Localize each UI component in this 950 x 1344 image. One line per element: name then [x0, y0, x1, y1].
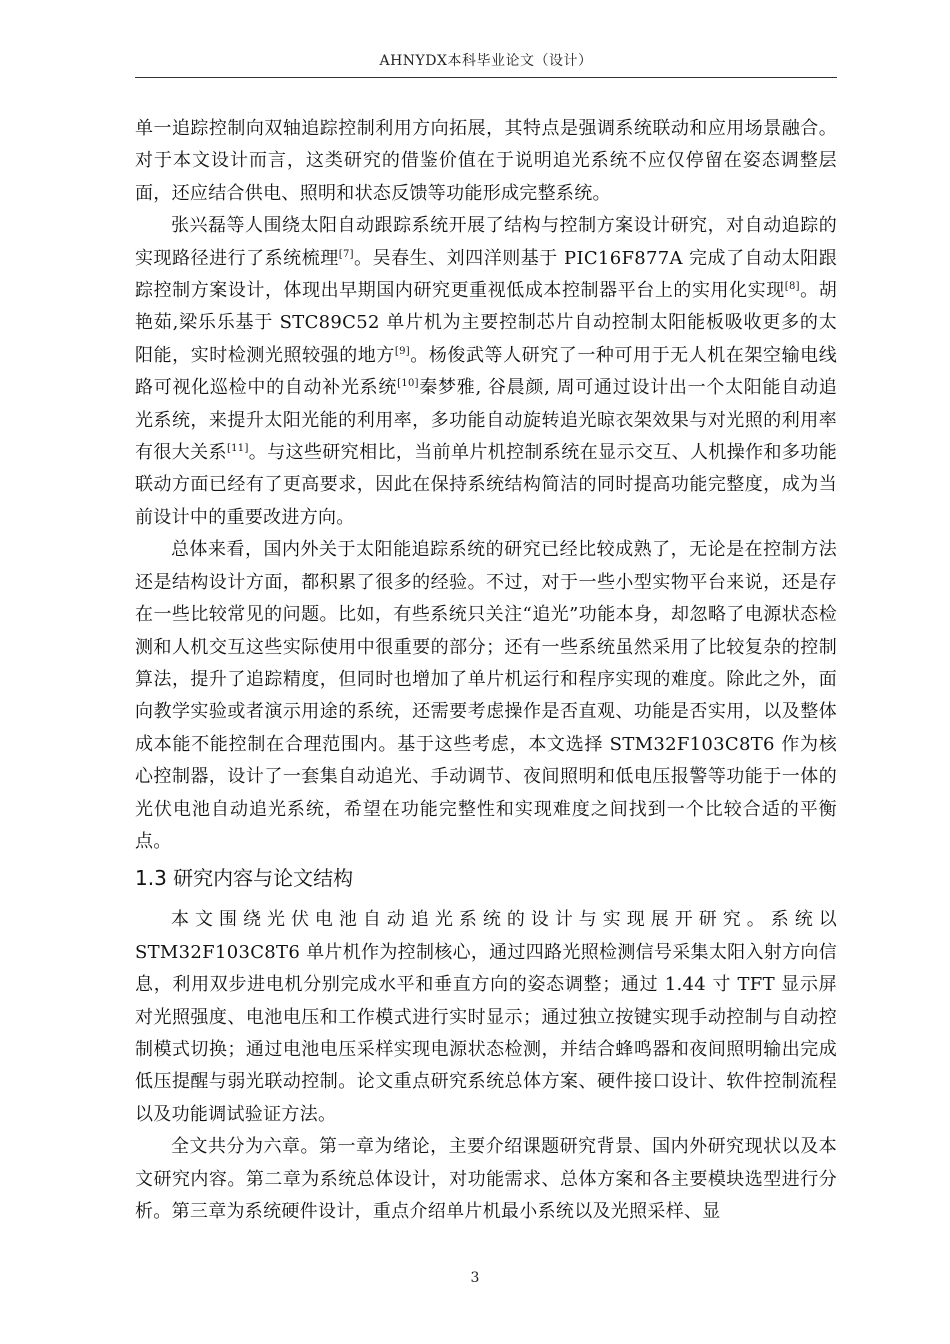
text-segment: 。杨俊武等人研究了一种可用于无人机在架空输电线路可视化巡检中的自动补光系统: [135, 344, 837, 399]
paragraph-summary: 总体来看，国内外关于太阳能追踪系统的研究已经比较成熟了，无论是在控制方法还是结构设计方面，都积累了很多的经验。不过，对于一些小型实物平台来说，还是存在一些比较常见的问题。比如，有些系统只关注“追光”功能本身，却忽略了电源状态检测和人机交互这些实际使用中很重要的部分；还有一些系统虽然采用了比较复杂的控制算法，提升了追踪精度，但同时也增加了单片机运行和程序实现的难度。除此之外，面向教学实验或者演示用途的系统，还需要考虑操作是否直观、功能是否实用，以及整体成本能不能控制在合理范围内。基于这些考虑，本文选择 STM32F103C8T6 作为核心控制器，设计了一套集自动追光、手动调节、夜间照明和低电压报警等功能于一体的光伏电池自动追光系统，希望在功能完整性和实现难度之间找到一个比较合适的平衡点。: [135, 539, 837, 852]
header-rule: [135, 77, 837, 78]
running-header: AHNYDX本科毕业论文（设计）: [379, 53, 593, 69]
page-number: 3: [470, 1270, 480, 1286]
section-heading: 1.3 研究内容与论文结构: [135, 866, 354, 891]
paragraph-thesis-structure: 全文共分为六章。第一章为绪论，主要介绍课题研究背景、国内外研究现状以及本文研究内容。第二章为系统总体设计，对功能需求、总体方案和各主要模块选型进行分析。第三章为系统硬件设计，重点介绍单片机最小系统以及光照采样、显: [135, 1136, 837, 1222]
text-segment: 秦梦雅, 谷晨颜, 周可通过设计出一个太阳能自动追光系统，来提升太阳光能的利用率，多功能自动旋转追光晾衣架效果与对光照的利用率有很大关系: [135, 377, 838, 464]
citation-ref: [8]: [784, 281, 800, 293]
citation-ref: [11]: [226, 443, 249, 455]
paragraph-research-content: 本文围绕光伏电池自动追光系统的设计与实现展开研究。系统以 STM32F103C8T6 单片机作为控制核心，通过四路光照检测信号采集太阳入射方向信息，利用双步进电机分别完成水平和垂直方向的姿态调整；通过 1.44 寸 TFT 显示屏对光照强度、电池电压和工作模式进行实时显示；通过独立按键实现手动控制与自动控制模式切换；通过电池电压采样实现电源状态检测，并结合蜂鸣器和夜间照明输出完成低压提醒与弱光联动控制。论文重点研究系统总体方案、硬件接口设计、软件控制流程以及功能调试验证方法。: [135, 909, 837, 1125]
citation-ref: [9]: [394, 345, 410, 357]
text-segment: 。吴春生、刘四洋则基于 PIC16F877A 完成了自动太阳跟踪控制方案设计，体现出早期国内研究更重视低成本控制器平台上的实用化实现: [135, 247, 837, 302]
page-body: [135, 113, 837, 1228]
paragraph-domestic-research: [135, 210, 837, 534]
citation-ref: [7]: [338, 248, 354, 260]
text-segment: 。胡艳茹,梁乐乐基于 STC89C52 单片机为主要控制芯片自动控制太阳能板吸收更多的太阳能，实时检测光照较强的地方: [135, 280, 837, 366]
citation-ref: [10]: [397, 378, 419, 390]
text-segment: 。与这些研究相比，当前单片机控制系统在显示交互、人机操作和多功能联动方面已经有了更高要求，因此在保持系统结构简洁的同时提高功能完整度，成为当前设计中的重要改进方向。: [135, 442, 837, 528]
paragraph-continued: 单一追踪控制向双轴追踪控制利用方向拓展，其特点是强调系统联动和应用场景融合。对于本文设计而言，这类研究的借鉴价值在于说明追光系统不应仅停留在姿态调整层面，还应结合供电、照明和状态反馈等功能形成完整系统。: [135, 118, 837, 204]
text-segment: 张兴磊等人围绕太阳自动跟踪系统开展了结构与控制方案设计研究，对自动追踪的实现路径进行了系统梳理: [135, 215, 837, 269]
